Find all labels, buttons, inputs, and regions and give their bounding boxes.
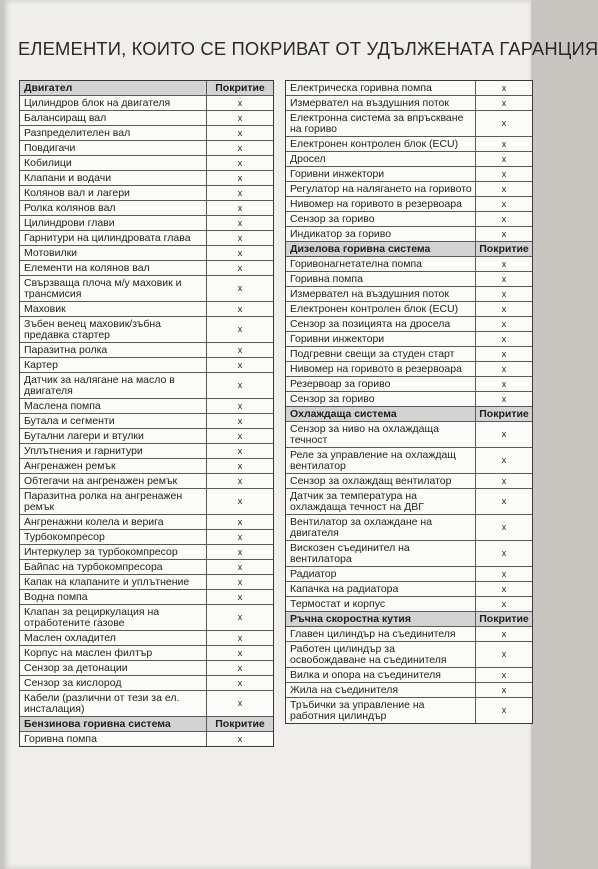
coverage-mark: x [237, 561, 243, 572]
coverage-mark: x [237, 112, 243, 123]
coverage-mark: x [237, 531, 243, 542]
table-row [20, 489, 273, 515]
component-name: Капачка на радиатора [286, 582, 476, 596]
coverage-mark: x [237, 172, 243, 183]
component-name: Бутала и сегменти [20, 414, 207, 428]
coverage-mark: x [501, 168, 507, 179]
coverage-mark: x [237, 576, 243, 587]
section-title: Охлаждаща система [286, 407, 476, 421]
component-name: Датчик за температура на охлаждаща течност на ДВГ [286, 489, 476, 514]
table-row [20, 399, 273, 414]
component-name: Маслен охладител [20, 631, 207, 645]
component-name: Сензор за детонации [20, 661, 207, 675]
component-name: Мотовилки [20, 246, 207, 260]
component-name: Сензор за гориво [286, 392, 476, 406]
component-name: Горивна помпа [20, 732, 207, 746]
component-name: Клапан за рециркулация на отработените газове [20, 605, 207, 630]
coverage-table-left [19, 80, 274, 747]
component-name: Дросел [286, 152, 476, 166]
coverage-mark: x [237, 415, 243, 426]
table-row [286, 272, 532, 287]
component-name: Реле за управление на охлаждащ вентилатор [286, 448, 476, 473]
coverage-mark: x [237, 247, 243, 258]
coverage-mark: x [501, 496, 507, 506]
component-name: Повдигачи [20, 141, 207, 155]
table-row [286, 362, 532, 377]
table-row [286, 347, 532, 362]
component-name: Електронен контролен блок (ECU) [286, 137, 476, 151]
section-title: Ръчна скоростна кутия [286, 612, 476, 626]
table-row [286, 567, 532, 582]
coverage-mark: x [501, 363, 507, 374]
component-name: Обтегачи на ангренажен ремък [20, 474, 207, 488]
table-row [20, 246, 273, 261]
component-name: Индикатор за гориво [286, 227, 476, 241]
component-name: Тръбички за управление на работния цилиндър [286, 698, 476, 723]
table-row [286, 167, 532, 182]
component-name: Корпус на маслен филтър [20, 646, 207, 660]
table-row [20, 414, 273, 429]
coverage-mark: x [501, 288, 507, 299]
coverage-mark: x [237, 187, 243, 198]
table-row [286, 515, 532, 541]
coverage-column-header: Покритие [479, 407, 529, 420]
component-name: Вилка и опора на съединителя [286, 668, 476, 682]
coverage-mark: x [237, 496, 243, 506]
component-name: Измервател на въздушния поток [286, 96, 476, 110]
coverage-mark: x [237, 262, 243, 273]
coverage-mark: x [237, 430, 243, 441]
table-row [286, 182, 532, 197]
coverage-mark: x [501, 455, 507, 465]
component-name: Свързваща плоча м/у маховик и трансмисия [20, 276, 207, 301]
component-name: Главен цилиндър на съединителя [286, 627, 476, 641]
table-row [20, 444, 273, 459]
table-row [286, 332, 532, 347]
component-name: Паразитна ролка на ангренажен ремък [20, 489, 207, 514]
table-row [286, 137, 532, 152]
table-row [286, 377, 532, 392]
component-name: Кобилици [20, 156, 207, 170]
component-name: Разпределителен вал [20, 126, 207, 140]
table-row [286, 227, 532, 242]
table-row [20, 156, 273, 171]
coverage-mark: x [501, 475, 507, 486]
table-row [286, 597, 532, 612]
coverage-mark: x [237, 612, 243, 622]
table-row [20, 590, 273, 605]
coverage-mark: x [237, 546, 243, 557]
table-row [20, 216, 273, 231]
component-name: Картер [20, 358, 207, 372]
component-name: Водна помпа [20, 590, 207, 604]
table-row [20, 732, 273, 746]
component-name: Горивна помпа [286, 272, 476, 286]
coverage-mark: x [237, 202, 243, 213]
coverage-mark: x [501, 258, 507, 269]
table-row [20, 317, 273, 343]
table-row [20, 631, 273, 646]
component-name: Капак на клапаните и уплътнение [20, 575, 207, 589]
coverage-mark: x [501, 183, 507, 194]
component-name: Маслена помпа [20, 399, 207, 413]
section-header-row [20, 717, 273, 732]
table-row [20, 691, 273, 717]
component-name: Термостат и корпус [286, 597, 476, 611]
table-row [286, 111, 532, 137]
coverage-mark: x [501, 213, 507, 224]
page-title: ЕЛЕМЕНТИ, КОИТО СЕ ПОКРИВАТ ОТ УДЪЛЖЕНАТА ГАРАНЦИЯ [18, 38, 598, 59]
coverage-mark: x [501, 522, 507, 532]
table-row [286, 96, 532, 111]
coverage-mark: x [501, 97, 507, 108]
component-name: Байпас на турбокомпресора [20, 560, 207, 574]
table-row [20, 96, 273, 111]
section-header-row [20, 81, 273, 96]
table-row [20, 141, 273, 156]
table-row [20, 186, 273, 201]
coverage-mark: x [501, 82, 507, 93]
table-row [286, 197, 532, 212]
component-name: Радиатор [286, 567, 476, 581]
document-page [4, 0, 598, 869]
table-row [286, 392, 532, 407]
coverage-mark: x [237, 217, 243, 228]
component-name: Турбокомпресор [20, 530, 207, 544]
coverage-mark: x [501, 318, 507, 329]
table-row [286, 317, 532, 332]
component-name: Електронен контролен блок (ECU) [286, 302, 476, 316]
table-row [286, 668, 532, 683]
table-row [20, 261, 273, 276]
component-name: Бутални лагери и втулки [20, 429, 207, 443]
coverage-mark: x [237, 516, 243, 527]
coverage-mark: x [237, 662, 243, 673]
table-row [20, 661, 273, 676]
component-name: Регулатор на налягането на горивото [286, 182, 476, 196]
table-row [286, 582, 532, 597]
component-name: Вискозен съединител на вентилатора [286, 541, 476, 566]
component-name: Датчик за налягане на масло в двигателя [20, 373, 207, 398]
table-row [20, 126, 273, 141]
coverage-mark: x [237, 344, 243, 355]
coverage-mark: x [237, 591, 243, 602]
coverage-mark: x [237, 445, 243, 456]
table-row [286, 81, 532, 96]
coverage-mark: x [501, 228, 507, 239]
coverage-mark: x [501, 333, 507, 344]
coverage-table-right [285, 80, 533, 724]
coverage-mark: x [237, 283, 243, 293]
component-name: Горивни инжектори [286, 332, 476, 346]
table-row [286, 302, 532, 317]
component-name: Ангренажни колела и верига [20, 515, 207, 529]
coverage-column-header: Покритие [479, 242, 529, 255]
coverage-mark: x [501, 393, 507, 404]
table-row [20, 358, 273, 373]
component-name: Кабели (различни от тези за ел. инсталация) [20, 691, 207, 716]
table-row [286, 257, 532, 272]
table-row [20, 560, 273, 575]
coverage-mark: x [501, 153, 507, 164]
coverage-mark: x [237, 127, 243, 138]
table-row [286, 683, 532, 698]
component-name: Вентилатор за охлаждане на двигателя [286, 515, 476, 540]
component-name: Жила на съединителя [286, 683, 476, 697]
table-row [286, 287, 532, 302]
component-name: Горивни инжектори [286, 167, 476, 181]
component-name: Елементи на колянов вал [20, 261, 207, 275]
coverage-mark: x [501, 273, 507, 284]
component-name: Електронна система за впръскване на гориво [286, 111, 476, 136]
component-name: Паразитна ролка [20, 343, 207, 357]
component-name: Горивонагнетателна помпа [286, 257, 476, 271]
component-name: Маховик [20, 302, 207, 316]
coverage-mark: x [501, 649, 507, 659]
coverage-mark: x [501, 628, 507, 639]
table-row [20, 676, 273, 691]
coverage-mark: x [501, 568, 507, 579]
component-name: Подгревни свещи за студен старт [286, 347, 476, 361]
component-name: Сензор за ниво на охлаждаща течност [286, 422, 476, 447]
component-name: Цилиндров блок на двигателя [20, 96, 207, 110]
table-row [286, 698, 532, 723]
component-name: Уплътнения и гарнитури [20, 444, 207, 458]
component-name: Клапани и водачи [20, 171, 207, 185]
coverage-mark: x [237, 632, 243, 643]
coverage-column-header: Покритие [479, 612, 529, 625]
table-row [286, 152, 532, 167]
component-name: Електрическа горивна помпа [286, 81, 476, 95]
component-name: Работен цилиндър за освобождаване на съединителя [286, 642, 476, 667]
section-title: Бензинова горивна система [20, 717, 207, 731]
component-name: Нивомер на горивото в резервоара [286, 197, 476, 211]
table-row [286, 489, 532, 515]
table-row [20, 429, 273, 444]
coverage-mark: x [501, 705, 507, 715]
table-row [20, 605, 273, 631]
component-name: Сензор за гориво [286, 212, 476, 226]
component-name: Цилиндрови глави [20, 216, 207, 230]
component-name: Нивомер на горивото в резервоара [286, 362, 476, 376]
coverage-mark: x [237, 324, 243, 334]
coverage-mark: x [501, 303, 507, 314]
coverage-mark: x [237, 677, 243, 688]
coverage-mark: x [237, 400, 243, 411]
coverage-mark: x [501, 429, 507, 439]
coverage-mark: x [237, 97, 243, 108]
table-row [20, 646, 273, 661]
coverage-mark: x [237, 733, 243, 744]
coverage-mark: x [501, 138, 507, 149]
coverage-mark: x [237, 142, 243, 153]
component-name: Ангренажен ремък [20, 459, 207, 473]
table-row [20, 474, 273, 489]
component-name: Ролка колянов вал [20, 201, 207, 215]
coverage-mark: x [501, 378, 507, 389]
table-row [286, 627, 532, 642]
table-row [20, 231, 273, 246]
table-row [286, 422, 532, 448]
table-row [20, 201, 273, 216]
table-row [20, 459, 273, 474]
section-header-row [286, 407, 532, 422]
component-name: Сензор за кислород [20, 676, 207, 690]
table-row [286, 642, 532, 668]
table-row [286, 474, 532, 489]
section-header-row [286, 612, 532, 627]
component-name: Сензор за охлаждащ вентилатор [286, 474, 476, 488]
coverage-mark: x [501, 348, 507, 359]
table-row [286, 448, 532, 474]
coverage-mark: x [237, 157, 243, 168]
coverage-column-header: Покритие [215, 717, 265, 730]
component-name: Измервател на въздушния поток [286, 287, 476, 301]
component-name: Колянов вал и лагери [20, 186, 207, 200]
coverage-mark: x [237, 647, 243, 658]
table-row [286, 541, 532, 567]
coverage-mark: x [501, 583, 507, 594]
coverage-mark: x [501, 669, 507, 680]
table-row [20, 302, 273, 317]
component-name: Зъбен венец маховик/зъбна предавка стартер [20, 317, 207, 342]
table-row [20, 575, 273, 590]
component-name: Резервоар за гориво [286, 377, 476, 391]
coverage-mark: x [237, 460, 243, 471]
table-row [20, 276, 273, 302]
coverage-column-header: Покритие [215, 81, 265, 94]
component-name: Сензор за позицията на дросела [286, 317, 476, 331]
table-row [20, 530, 273, 545]
component-name: Балансиращ вал [20, 111, 207, 125]
coverage-mark: x [237, 698, 243, 708]
table-row [20, 545, 273, 560]
table-row [20, 111, 273, 126]
coverage-mark: x [237, 380, 243, 390]
section-header-row [286, 242, 532, 257]
coverage-mark: x [237, 475, 243, 486]
coverage-mark: x [501, 598, 507, 609]
coverage-mark: x [501, 684, 507, 695]
component-name: Гарнитури на цилиндровата глава [20, 231, 207, 245]
table-row [20, 171, 273, 186]
table-row [20, 515, 273, 530]
component-name: Интеркулер за турбокомпресор [20, 545, 207, 559]
table-row [286, 212, 532, 227]
coverage-mark: x [237, 232, 243, 243]
coverage-mark: x [501, 548, 507, 558]
coverage-mark: x [237, 303, 243, 314]
section-title: Двигател [20, 81, 207, 95]
section-title: Дизелова горивна система [286, 242, 476, 256]
table-row [20, 373, 273, 399]
table-row [20, 343, 273, 358]
coverage-mark: x [501, 118, 507, 128]
coverage-mark: x [237, 359, 243, 370]
coverage-mark: x [501, 198, 507, 209]
